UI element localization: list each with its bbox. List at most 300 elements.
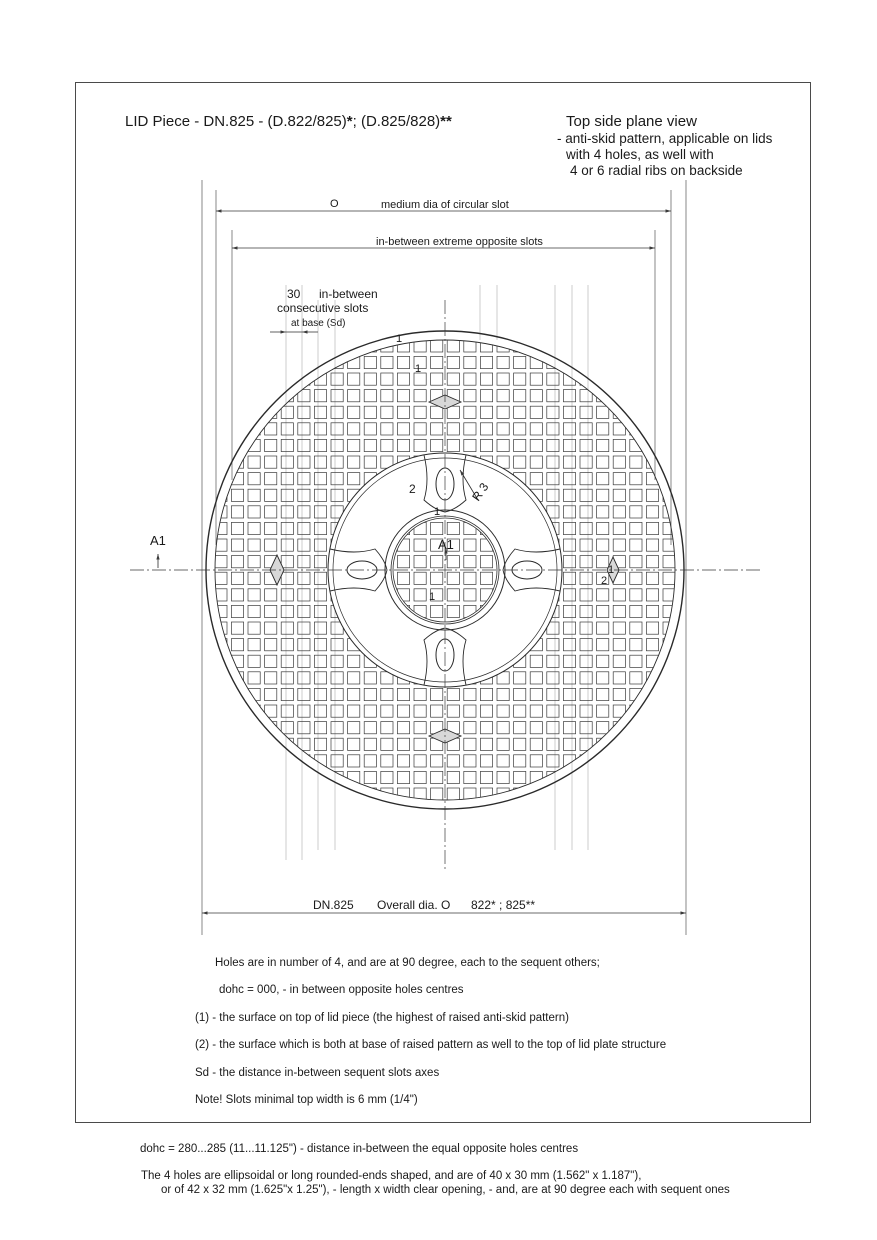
note-surface2: (2) - the surface which is both at base of raised pattern as well to the top of lid plate structure	[195, 1039, 667, 1051]
grid-square	[331, 655, 343, 667]
grid-square	[231, 556, 243, 568]
grid-square	[547, 439, 559, 451]
grid-square	[314, 705, 326, 717]
grid-square	[248, 456, 260, 468]
grid-square	[464, 738, 476, 750]
grid-square	[630, 622, 642, 634]
grid-square	[646, 589, 658, 601]
grid-square	[580, 605, 592, 617]
extreme-slots-label: in-between extreme opposite slots	[376, 236, 543, 248]
grid-square	[431, 688, 443, 700]
grid-square	[414, 688, 426, 700]
grid-square	[414, 755, 426, 767]
grid-square	[563, 572, 575, 584]
grid-square	[597, 605, 609, 617]
note-sd: Sd - the distance in-between sequent slots axes	[195, 1067, 440, 1079]
grid-square	[464, 356, 476, 368]
grid-square	[231, 473, 243, 485]
grid-square	[414, 722, 426, 734]
grid-square	[215, 522, 227, 534]
grid-square	[414, 738, 426, 750]
grid-square	[364, 722, 376, 734]
grid-square	[331, 755, 343, 767]
grid-square	[215, 572, 227, 584]
grid-square	[547, 705, 559, 717]
grid-square	[215, 506, 227, 518]
grid-square	[381, 373, 393, 385]
grid-square	[314, 688, 326, 700]
grid-square	[514, 406, 526, 418]
grid-square	[480, 688, 492, 700]
grid-square	[281, 589, 293, 601]
grid-square	[364, 705, 376, 717]
surface-label-e: 1	[429, 591, 436, 603]
grid-square	[431, 423, 443, 435]
grid-square	[514, 738, 526, 750]
grid-square	[580, 489, 592, 501]
grid-square	[630, 605, 642, 617]
grid-square	[348, 771, 360, 783]
grid-square	[298, 705, 310, 717]
grid-square	[646, 639, 658, 651]
grid-square	[597, 705, 609, 717]
grid-square	[580, 539, 592, 551]
grid-square	[597, 622, 609, 634]
grid-square	[613, 688, 625, 700]
grid-square	[497, 373, 509, 385]
grid-square	[364, 456, 376, 468]
grid-square	[580, 473, 592, 485]
grid-square	[348, 755, 360, 767]
grid-square	[298, 473, 310, 485]
grid-square	[480, 406, 492, 418]
grid-square	[663, 572, 675, 584]
grid-square	[298, 539, 310, 551]
grid-square	[630, 456, 642, 468]
grid-square	[314, 622, 326, 634]
grid-square	[298, 722, 310, 734]
surface-label-b: 1	[415, 363, 422, 375]
grid-square	[248, 639, 260, 651]
grid-square	[431, 771, 443, 783]
grid-square	[281, 622, 293, 634]
grid-square	[397, 705, 409, 717]
grid-square	[381, 722, 393, 734]
grid-square	[215, 605, 227, 617]
grid-square	[397, 423, 409, 435]
grid-square	[613, 605, 625, 617]
overall-dn: DN.825	[313, 898, 354, 912]
grid-square	[381, 755, 393, 767]
grid-square	[580, 439, 592, 451]
grid-square	[231, 539, 243, 551]
grid-square	[364, 755, 376, 767]
slot-label-b: consecutive slots	[277, 301, 369, 315]
grid-square	[265, 655, 277, 667]
grid-square	[530, 390, 542, 402]
grid-square	[281, 639, 293, 651]
grid-square	[331, 705, 343, 717]
grid-square	[381, 705, 393, 717]
grid-square	[414, 439, 426, 451]
grid-square	[597, 456, 609, 468]
grid-square	[630, 489, 642, 501]
grid-square	[597, 473, 609, 485]
grid-square	[547, 489, 559, 501]
grid-square	[281, 539, 293, 551]
grid-square	[580, 456, 592, 468]
grid-square	[414, 771, 426, 783]
grid-square	[314, 473, 326, 485]
grid-square	[597, 506, 609, 518]
grid-square	[580, 672, 592, 684]
grid-square	[447, 340, 459, 352]
grid-square	[464, 423, 476, 435]
grid-square	[364, 406, 376, 418]
grid-square	[480, 439, 492, 451]
grid-square	[580, 522, 592, 534]
grid-square	[298, 605, 310, 617]
grid-square	[281, 439, 293, 451]
grid-square	[547, 738, 559, 750]
grid-square	[265, 589, 277, 601]
grid-square	[397, 390, 409, 402]
grid-square	[265, 522, 277, 534]
grid-square	[613, 439, 625, 451]
grid-square	[348, 373, 360, 385]
grid-square	[281, 473, 293, 485]
grid-square	[381, 738, 393, 750]
grid-square	[248, 655, 260, 667]
grid-square	[298, 672, 310, 684]
slot-label-a: in-between	[319, 287, 378, 301]
grid-square	[547, 373, 559, 385]
grid-square	[480, 771, 492, 783]
circ-slot-label: medium dia of circular slot	[381, 199, 509, 211]
grid-square	[563, 738, 575, 750]
grid-square	[663, 522, 675, 534]
grid-square	[265, 489, 277, 501]
grid-square	[480, 340, 492, 352]
grid-square	[281, 556, 293, 568]
grid-square	[547, 655, 559, 667]
grid-square	[514, 356, 526, 368]
grid-square	[497, 423, 509, 435]
grid-square	[381, 390, 393, 402]
grid-square	[563, 705, 575, 717]
grid-square	[314, 738, 326, 750]
grid-square	[381, 788, 393, 800]
grid-square	[331, 373, 343, 385]
grid-square	[381, 423, 393, 435]
grid-square	[414, 705, 426, 717]
grid-square	[331, 672, 343, 684]
grid-square	[314, 456, 326, 468]
grid-square	[514, 688, 526, 700]
grid-square	[414, 406, 426, 418]
grid-square	[314, 522, 326, 534]
grid-square	[314, 423, 326, 435]
grid-square	[563, 506, 575, 518]
grid-square	[231, 622, 243, 634]
section-label-center: A1	[438, 537, 454, 552]
title-star1: *	[346, 113, 353, 130]
grid-square	[231, 572, 243, 584]
grid-square	[530, 705, 542, 717]
grid-square	[348, 439, 360, 451]
grid-square	[530, 373, 542, 385]
grid-square	[248, 556, 260, 568]
grid-square	[580, 556, 592, 568]
grid-square	[547, 639, 559, 651]
grid-square	[314, 506, 326, 518]
grid-square	[281, 605, 293, 617]
grid-square	[630, 589, 642, 601]
grid-square	[331, 738, 343, 750]
grid-square	[580, 572, 592, 584]
grid-square	[530, 473, 542, 485]
grid-square	[547, 473, 559, 485]
grid-square	[281, 423, 293, 435]
grid-square	[530, 722, 542, 734]
grid-square	[281, 722, 293, 734]
grid-square	[464, 373, 476, 385]
grid-square	[563, 439, 575, 451]
circ-slot-symbol: O	[330, 198, 339, 210]
grid-square	[348, 672, 360, 684]
grid-square	[231, 506, 243, 518]
footer-holes-1: The 4 holes are ellipsoidal or long rounded-ends shaped, and are of 40 x 30 mm (1.562" x 1.187"),	[141, 1170, 642, 1182]
surface-label-a: 1	[396, 333, 403, 345]
grid-square	[314, 390, 326, 402]
grid-square	[281, 655, 293, 667]
grid-square	[597, 672, 609, 684]
grid-square	[497, 340, 509, 352]
grid-square	[613, 506, 625, 518]
grid-square	[348, 423, 360, 435]
grid-square	[364, 771, 376, 783]
grid-square	[514, 373, 526, 385]
grid-square	[381, 688, 393, 700]
grid-square	[447, 406, 459, 418]
grid-square	[597, 655, 609, 667]
grid-square	[397, 771, 409, 783]
grid-square	[563, 556, 575, 568]
grid-square	[497, 356, 509, 368]
grid-square	[348, 688, 360, 700]
grid-square	[215, 556, 227, 568]
view-heading: Top side plane view	[566, 113, 697, 130]
grid-square	[613, 539, 625, 551]
grid-square	[298, 688, 310, 700]
grid-square	[530, 406, 542, 418]
grid-square	[447, 356, 459, 368]
grid-square	[298, 456, 310, 468]
grid-square	[597, 589, 609, 601]
grid-square	[530, 688, 542, 700]
grid-square	[281, 489, 293, 501]
grid-square	[563, 539, 575, 551]
grid-square	[530, 423, 542, 435]
grid-square	[381, 406, 393, 418]
grid-square	[514, 771, 526, 783]
grid-square	[563, 722, 575, 734]
grid-square	[331, 473, 343, 485]
grid-square	[314, 539, 326, 551]
grid-square	[480, 373, 492, 385]
grid-square	[646, 506, 658, 518]
grid-square	[514, 755, 526, 767]
grid-square	[281, 705, 293, 717]
grid-square	[580, 506, 592, 518]
grid-square	[447, 423, 459, 435]
grid-square	[414, 390, 426, 402]
grid-square	[630, 473, 642, 485]
grid-square	[364, 373, 376, 385]
grid-square	[580, 688, 592, 700]
grid-square	[431, 373, 443, 385]
grid-square	[597, 556, 609, 568]
grid-square	[348, 390, 360, 402]
grid-square	[646, 655, 658, 667]
grid-square	[480, 788, 492, 800]
grid-square	[265, 439, 277, 451]
grid-square	[281, 456, 293, 468]
grid-square	[314, 572, 326, 584]
grid-square	[298, 406, 310, 418]
grid-square	[265, 506, 277, 518]
grid-square	[514, 423, 526, 435]
footer-holes-2: or of 42 x 32 mm (1.625"x 1.25"), - length x width clear opening, - and, are at 90 degree each with sequent ones	[161, 1184, 730, 1196]
grid-square	[298, 589, 310, 601]
grid-square	[265, 672, 277, 684]
grid-square	[563, 489, 575, 501]
grid-square	[298, 639, 310, 651]
grid-square	[580, 423, 592, 435]
grid-square	[314, 605, 326, 617]
grid-square	[580, 406, 592, 418]
grid-square	[597, 390, 609, 402]
grid-square	[231, 522, 243, 534]
grid-square	[497, 755, 509, 767]
grid-square	[298, 556, 310, 568]
grid-square	[480, 390, 492, 402]
grid-square	[331, 639, 343, 651]
grid-square	[265, 722, 277, 734]
grid-square	[497, 406, 509, 418]
grid-square	[530, 439, 542, 451]
grid-square	[597, 722, 609, 734]
grid-square	[298, 522, 310, 534]
grid-square	[314, 556, 326, 568]
grid-square	[646, 572, 658, 584]
grid-square	[547, 688, 559, 700]
grid-square	[364, 356, 376, 368]
grid-square	[381, 439, 393, 451]
grid-square	[464, 722, 476, 734]
grid-square	[397, 738, 409, 750]
grid-square	[613, 489, 625, 501]
grid-square	[447, 688, 459, 700]
grid-square	[331, 722, 343, 734]
grid-square	[530, 356, 542, 368]
grid-square	[580, 705, 592, 717]
grid-square	[397, 788, 409, 800]
grid-square	[314, 489, 326, 501]
grid-square	[497, 688, 509, 700]
grid-square	[265, 406, 277, 418]
grid-square	[580, 722, 592, 734]
grid-square	[613, 655, 625, 667]
grid-square	[547, 423, 559, 435]
grid-square	[530, 755, 542, 767]
grid-square	[563, 456, 575, 468]
grid-square	[630, 572, 642, 584]
grid-square	[265, 605, 277, 617]
grid-square	[464, 439, 476, 451]
grid-square	[314, 672, 326, 684]
grid-square	[215, 622, 227, 634]
overall-value: 822* ; 825**	[471, 898, 536, 912]
grid-square	[514, 672, 526, 684]
grid-square	[231, 589, 243, 601]
view-line2: with 4 holes, as well with	[566, 147, 714, 162]
grid-square	[281, 688, 293, 700]
grid-square	[480, 722, 492, 734]
grid-square	[597, 489, 609, 501]
grid-square	[281, 672, 293, 684]
grid-square	[298, 439, 310, 451]
grid-square	[630, 506, 642, 518]
grid-square	[397, 356, 409, 368]
title-main: LID Piece - DN.825 - (D.822/825)	[125, 113, 347, 130]
grid-square	[248, 589, 260, 601]
grid-square	[630, 639, 642, 651]
grid-square	[281, 506, 293, 518]
section-label-left: A1	[150, 533, 166, 548]
title-star2: **	[440, 113, 452, 130]
grid-square	[613, 622, 625, 634]
grid-square	[298, 622, 310, 634]
grid-square	[613, 406, 625, 418]
grid-square	[231, 605, 243, 617]
grid-square	[348, 356, 360, 368]
grid-square	[646, 556, 658, 568]
grid-square	[431, 356, 443, 368]
grid-square	[447, 373, 459, 385]
grid-square	[497, 771, 509, 783]
grid-square	[497, 722, 509, 734]
grid-square	[364, 390, 376, 402]
grid-square	[314, 639, 326, 651]
grid-square	[314, 655, 326, 667]
grid-square	[547, 672, 559, 684]
note-surface1: (1) - the surface on top of lid piece (the highest of raised anti-skid pattern)	[195, 1012, 569, 1024]
grid-square	[265, 688, 277, 700]
grid-square	[630, 672, 642, 684]
grid-square	[480, 423, 492, 435]
grid-square	[563, 423, 575, 435]
grid-square	[613, 722, 625, 734]
grid-square	[281, 390, 293, 402]
note-holes: Holes are in number of 4, and are at 90 degree, each to the sequent others;	[215, 957, 600, 969]
grid-square	[597, 738, 609, 750]
grid-square	[348, 406, 360, 418]
grid-square	[348, 738, 360, 750]
grid-square	[646, 522, 658, 534]
grid-square	[331, 456, 343, 468]
grid-square	[447, 439, 459, 451]
